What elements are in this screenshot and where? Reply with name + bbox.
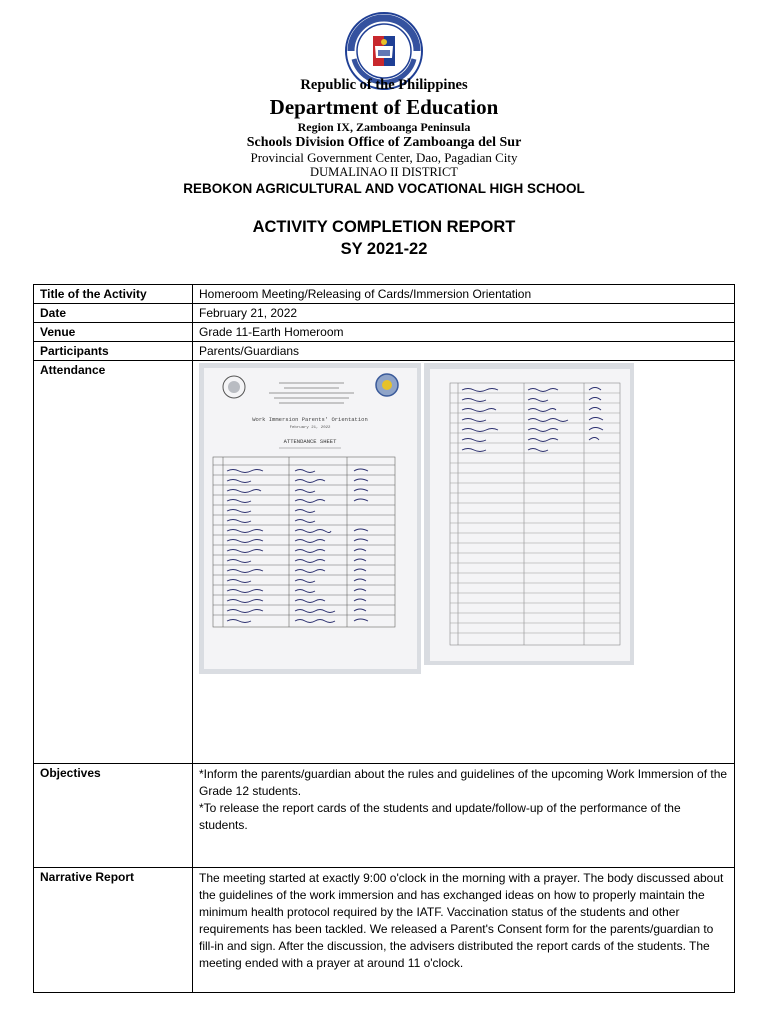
- report-table: [33, 284, 735, 993]
- date-value: February 21, 2022: [193, 304, 735, 323]
- division-line: Schools Division Office of Zamboanga del Sur: [246, 135, 522, 150]
- region-line: Region IX, Zamboanga Peninsula: [297, 120, 471, 134]
- attendance-sheet-orientation-title: Work Immersion Parents' Orientation: [252, 416, 368, 423]
- department-name: Department of Education: [269, 95, 499, 119]
- objectives-label: [34, 764, 193, 868]
- table-row: [34, 342, 735, 361]
- table-row: [34, 304, 735, 323]
- attendance-sheet-date: February 21, 2022: [289, 426, 331, 430]
- attendance-photos-cell: [193, 361, 735, 764]
- attendance-photos: [199, 363, 728, 681]
- narrative-value: The meeting started at exactly 9:00 o'clock in the morning with a prayer. The body discussed about the guidelines of the work immersion and has exchanged ideas on how to properly maintain the minimum health protocol required by the IATF. Vaccination status of the students and other requirements has been tackled. We released a Parent's Consent form for the parents/guardian to fill-in and sign. After the discussion, the advisers distributed the report cards of the students. The meeting ended with a prayer at around 11 o'clock.: [193, 868, 735, 993]
- narrative-label-text: Narrative Report: [40, 870, 135, 884]
- activity-value: Homeroom Meeting/Releasing of Cards/Immersion Orientation: [193, 285, 735, 304]
- narrative-label: [34, 868, 193, 993]
- school-year: SY 2021-22: [340, 240, 428, 258]
- objectives-label-text: Objectives: [40, 766, 101, 780]
- school-name: REBOKON AGRICULTURAL AND VOCATIONAL HIGH SCHOOL: [183, 181, 585, 196]
- district-line: DUMALINAO II DISTRICT: [310, 165, 458, 179]
- participants-value: Parents/Guardians: [193, 342, 735, 361]
- participants-label: Participants: [34, 342, 193, 361]
- table-row: [34, 323, 735, 342]
- objectives-value: [193, 764, 735, 868]
- attendance-label: Attendance: [34, 361, 193, 764]
- attendance-sheet-photo-1: [199, 363, 421, 674]
- republic-line: Republic of the Philippines: [300, 77, 468, 93]
- table-row: [34, 868, 735, 993]
- activity-label: Title of the Activity: [34, 285, 193, 304]
- objective-item: *Inform the parents/guardian about the rules and guidelines of the upcoming Work Immersion of the Grade 12 students.: [199, 767, 728, 798]
- address-line: Provincial Government Center, Dao, Pagadian City: [250, 150, 518, 165]
- venue-label: Venue: [34, 323, 193, 342]
- attendance-sheet-heading: ATTENDANCE SHEET: [283, 438, 337, 445]
- table-row: [34, 285, 735, 304]
- date-label: Date: [34, 304, 193, 323]
- table-row: [34, 764, 735, 868]
- table-row: [34, 361, 735, 764]
- attendance-sheet-photo-2: [424, 363, 634, 665]
- venue-value: Grade 11-Earth Homeroom: [193, 323, 735, 342]
- objective-item: *To release the report cards of the students and update/follow-up of the performance of the students.: [199, 801, 681, 832]
- report-title: ACTIVITY COMPLETION REPORT: [252, 218, 516, 236]
